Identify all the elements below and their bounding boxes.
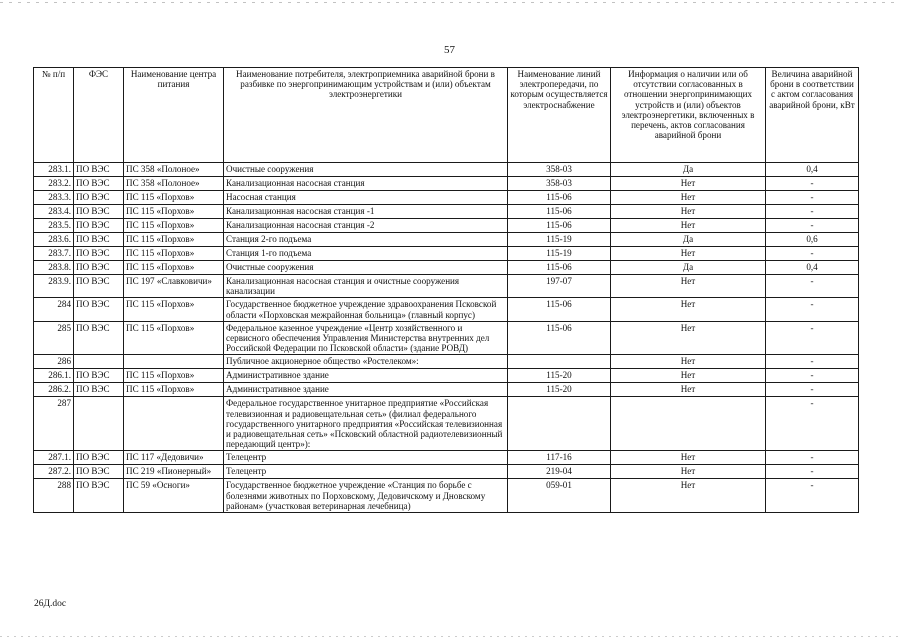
cell-consumer: Административное здание — [224, 369, 508, 383]
table-row — [34, 451, 859, 465]
cell-power-line — [508, 355, 611, 369]
cell-power-line: 358-03 — [508, 163, 611, 177]
cell-reserve: - — [766, 298, 859, 321]
cell-fes: ПО ВЭС — [74, 219, 124, 233]
cell-number: 288 — [34, 479, 74, 513]
cell-agreement: Нет — [611, 369, 766, 383]
cell-number: 283.3. — [34, 191, 74, 205]
cell-number: 287 — [34, 397, 74, 451]
cell-agreement: Нет — [611, 451, 766, 465]
cell-fes: ПО ВЭС — [74, 205, 124, 219]
cell-consumer: Очистные сооружения — [224, 261, 508, 275]
cell-power-line: 358-03 — [508, 177, 611, 191]
cell-agreement: Нет — [611, 205, 766, 219]
cell-number: 284 — [34, 298, 74, 321]
cell-power-center: ПС 219 «Пионерный» — [124, 465, 224, 479]
cell-power-line: 115-06 — [508, 205, 611, 219]
cell-power-line: 197-07 — [508, 275, 611, 298]
table-row — [34, 355, 859, 369]
cell-power-line: 115-06 — [508, 298, 611, 321]
cell-consumer: Канализационная насосная станция -2 — [224, 219, 508, 233]
header-power-lines: Наименование линий электропередачи, по которым осуществляется электроснабжение — [508, 68, 611, 163]
cell-agreement: Нет — [611, 321, 766, 355]
cell-number: 283.1. — [34, 163, 74, 177]
cell-agreement: Нет — [611, 275, 766, 298]
cell-power-center: ПС 115 «Порхов» — [124, 298, 224, 321]
cell-power-center: ПС 115 «Порхов» — [124, 261, 224, 275]
cell-power-center: ПС 115 «Порхов» — [124, 321, 224, 355]
cell-agreement: Нет — [611, 465, 766, 479]
cell-power-line: 115-06 — [508, 261, 611, 275]
cell-agreement: Да — [611, 233, 766, 247]
cell-reserve: 0,6 — [766, 233, 859, 247]
cell-fes: ПО ВЭС — [74, 261, 124, 275]
cell-power-center: ПС 59 «Осноги» — [124, 479, 224, 513]
table-row — [34, 321, 859, 355]
cell-power-line: 115-06 — [508, 191, 611, 205]
cell-reserve: - — [766, 247, 859, 261]
cell-fes: ПО ВЭС — [74, 191, 124, 205]
cell-fes: ПО ВЭС — [74, 177, 124, 191]
cell-consumer: Государственное бюджетное учреждение «Станция по борьбе с болезнями животных по Порховскому, Дедовичскому и Дновскому районам» (участковая ветеринарная лечебница) — [224, 479, 508, 513]
cell-number: 286 — [34, 355, 74, 369]
table-row — [34, 369, 859, 383]
cell-agreement: Нет — [611, 219, 766, 233]
cell-reserve: - — [766, 321, 859, 355]
cell-power-center: ПС 358 «Полоное» — [124, 177, 224, 191]
cell-number: 283.2. — [34, 177, 74, 191]
cell-reserve: - — [766, 465, 859, 479]
cell-agreement: Нет — [611, 177, 766, 191]
cell-agreement: Да — [611, 261, 766, 275]
cell-consumer: Станция 1-го подъема — [224, 247, 508, 261]
cell-consumer: Телецентр — [224, 465, 508, 479]
cell-consumer: Федеральное государственное унитарное предприятие «Российская телевизионная и радиовещательная сеть» (филиал федерального государственного унитарного предприятия «Российская телевизионная и радиовещательная сеть» «Псковский областной радиотелевизионный передающий центр»): — [224, 397, 508, 451]
cell-number: 286.2. — [34, 383, 74, 397]
cell-number: 283.6. — [34, 233, 74, 247]
cell-reserve: - — [766, 383, 859, 397]
cell-fes: ПО ВЭС — [74, 233, 124, 247]
cell-agreement: Нет — [611, 298, 766, 321]
cell-number: 287.2. — [34, 465, 74, 479]
cell-power-line: 059-01 — [508, 479, 611, 513]
cell-reserve: - — [766, 191, 859, 205]
table-body — [34, 163, 859, 513]
cell-fes: ПО ВЭС — [74, 275, 124, 298]
cell-consumer: Канализационная насосная станция — [224, 177, 508, 191]
cell-agreement: Да — [611, 163, 766, 177]
table-row — [34, 479, 859, 513]
cell-power-line: 219-04 — [508, 465, 611, 479]
cell-fes: ПО ВЭС — [74, 321, 124, 355]
table-header-row — [34, 68, 859, 163]
cell-fes: ПО ВЭС — [74, 383, 124, 397]
cell-reserve: 0,4 — [766, 261, 859, 275]
cell-fes: ПО ВЭС — [74, 451, 124, 465]
cell-power-line: 115-19 — [508, 247, 611, 261]
cell-consumer: Очистные сооружения — [224, 163, 508, 177]
cell-agreement: Нет — [611, 355, 766, 369]
cell-consumer: Насосная станция — [224, 191, 508, 205]
cell-power-center: ПС 197 «Славковичи» — [124, 275, 224, 298]
cell-agreement: Нет — [611, 247, 766, 261]
table-row — [34, 233, 859, 247]
cell-consumer: Канализационная насосная станция и очистные сооружения канализации — [224, 275, 508, 298]
cell-reserve: - — [766, 479, 859, 513]
cell-power-center — [124, 355, 224, 369]
header-consumer: Наименование потребителя, электроприемника аварийной брони в разбивке по энергопринимающим устройствам и (или) объектам электроэнергетики — [224, 68, 508, 163]
cell-consumer: Станция 2-го подъема — [224, 233, 508, 247]
table-row — [34, 261, 859, 275]
cell-consumer: Государственное бюджетное учреждение здравоохранения Псковской области «Порховская межрайонная больница» (главный корпус) — [224, 298, 508, 321]
scan-edge-top — [0, 2, 899, 3]
cell-power-center: ПС 117 «Дедовичи» — [124, 451, 224, 465]
cell-power-line: 115-06 — [508, 321, 611, 355]
cell-fes: ПО ВЭС — [74, 247, 124, 261]
cell-reserve: - — [766, 177, 859, 191]
cell-power-line: 115-19 — [508, 233, 611, 247]
cell-power-center: ПС 115 «Порхов» — [124, 247, 224, 261]
table-row — [34, 275, 859, 298]
cell-consumer: Публичное акционерное общество «Ростелеком»: — [224, 355, 508, 369]
table-row — [34, 163, 859, 177]
header-number: № п/п — [34, 68, 74, 163]
header-agreement-info: Информация о наличии или об отсутствии согласованных в отношении энергопринимающих устройств и (или) объектов электроэнергетики, включенных в перечень, актов согласования аварийной брони — [611, 68, 766, 163]
cell-fes: ПО ВЭС — [74, 163, 124, 177]
cell-reserve: - — [766, 205, 859, 219]
cell-reserve: - — [766, 369, 859, 383]
table-row — [34, 177, 859, 191]
cell-consumer: Федеральное казенное учреждение «Центр хозяйственного и сервисного обеспечения Управления Министерства внутренних дел Российской Федерации по Псковской области» (здание РОВД) — [224, 321, 508, 355]
table-row — [34, 205, 859, 219]
scan-edge-bottom — [0, 636, 899, 637]
cell-power-center: ПС 115 «Порхов» — [124, 219, 224, 233]
cell-power-center: ПС 115 «Порхов» — [124, 383, 224, 397]
cell-number: 283.4. — [34, 205, 74, 219]
cell-consumer: Административное здание — [224, 383, 508, 397]
file-name-footer: 26Д.doc — [34, 599, 67, 609]
table-row — [34, 465, 859, 479]
cell-agreement: Нет — [611, 191, 766, 205]
cell-reserve: - — [766, 219, 859, 233]
header-power-center: Наименование центра питания — [124, 68, 224, 163]
table-row — [34, 219, 859, 233]
cell-fes: ПО ВЭС — [74, 465, 124, 479]
table-row — [34, 247, 859, 261]
cell-fes: ПО ВЭС — [74, 479, 124, 513]
cell-power-center: ПС 115 «Порхов» — [124, 191, 224, 205]
cell-number: 283.5. — [34, 219, 74, 233]
cell-reserve: - — [766, 451, 859, 465]
cell-agreement: Нет — [611, 383, 766, 397]
cell-power-center: ПС 115 «Порхов» — [124, 233, 224, 247]
cell-number: 287.1. — [34, 451, 74, 465]
page-number: 57 — [444, 44, 455, 56]
cell-fes — [74, 355, 124, 369]
table-row — [34, 383, 859, 397]
cell-number: 283.8. — [34, 261, 74, 275]
cell-fes: ПО ВЭС — [74, 298, 124, 321]
cell-power-line: 115-06 — [508, 219, 611, 233]
cell-agreement — [611, 397, 766, 451]
cell-consumer: Канализационная насосная станция -1 — [224, 205, 508, 219]
cell-reserve: - — [766, 355, 859, 369]
cell-power-center: ПС 358 «Полоное» — [124, 163, 224, 177]
cell-power-line: 115-20 — [508, 369, 611, 383]
cell-reserve: 0,4 — [766, 163, 859, 177]
cell-consumer: Телецентр — [224, 451, 508, 465]
header-fes: ФЭС — [74, 68, 124, 163]
cell-fes: ПО ВЭС — [74, 369, 124, 383]
emergency-reserve-table — [33, 67, 859, 513]
cell-number: 286.1. — [34, 369, 74, 383]
cell-power-line: 115-20 — [508, 383, 611, 397]
table-row — [34, 191, 859, 205]
cell-agreement: Нет — [611, 479, 766, 513]
cell-number: 283.7. — [34, 247, 74, 261]
cell-number: 285 — [34, 321, 74, 355]
table-row — [34, 298, 859, 321]
cell-number: 283.9. — [34, 275, 74, 298]
table-row — [34, 397, 859, 451]
cell-reserve: - — [766, 397, 859, 451]
cell-power-line: 117-16 — [508, 451, 611, 465]
cell-power-center: ПС 115 «Порхов» — [124, 369, 224, 383]
cell-power-center: ПС 115 «Порхов» — [124, 205, 224, 219]
cell-power-line — [508, 397, 611, 451]
cell-power-center — [124, 397, 224, 451]
cell-reserve: - — [766, 275, 859, 298]
header-reserve-value: Величина аварийной брони в соответствии с актом согласования аварийной брони, кВт — [766, 68, 859, 163]
cell-fes — [74, 397, 124, 451]
